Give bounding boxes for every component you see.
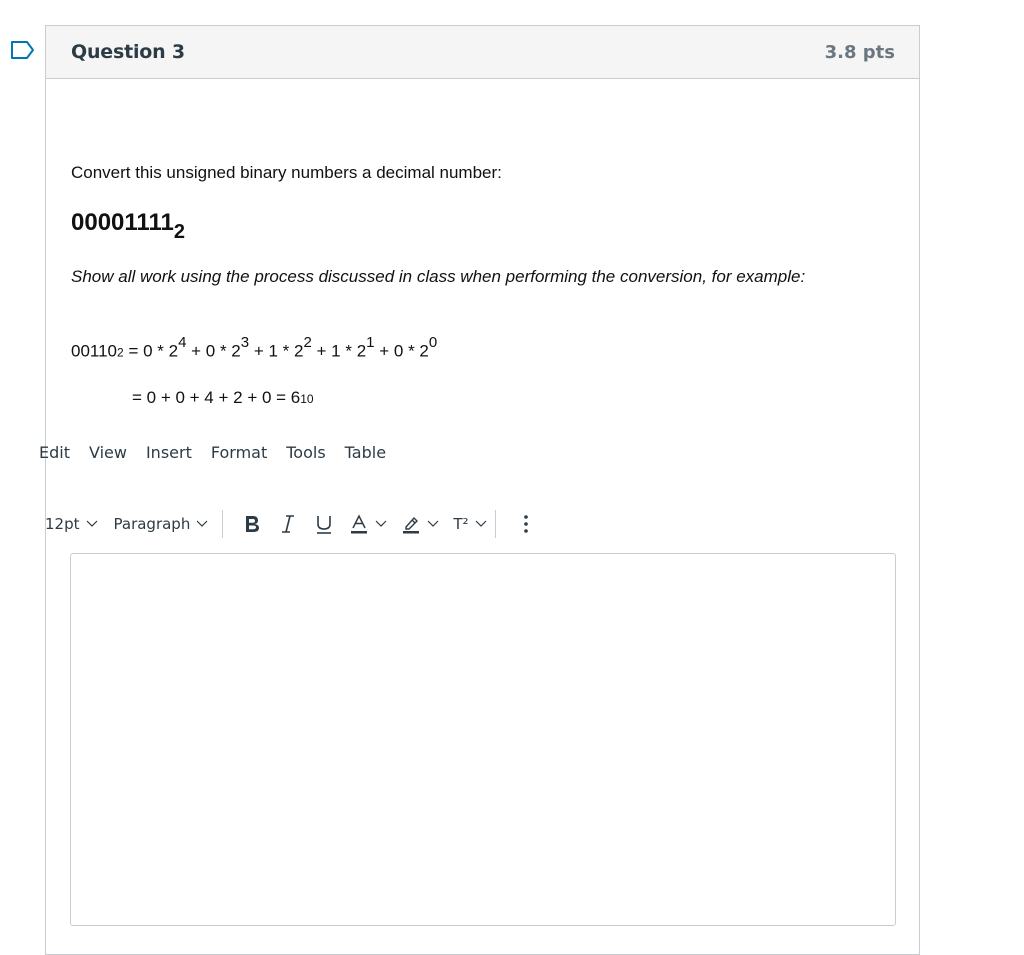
example-exponent: 4 xyxy=(178,334,187,351)
toolbar-divider xyxy=(222,510,223,538)
chevron-down-icon xyxy=(427,520,439,528)
menu-edit[interactable]: Edit xyxy=(39,443,70,462)
example-term: + 1 * 2 xyxy=(311,341,367,361)
example-number: 00110 xyxy=(71,341,118,361)
example-term: = 0 * 2 xyxy=(128,341,179,361)
example-exponent: 1 xyxy=(366,334,375,351)
menu-table[interactable]: Table xyxy=(344,443,387,462)
bold-button[interactable] xyxy=(237,507,267,541)
block-format-dropdown[interactable] xyxy=(114,507,209,541)
italic-icon xyxy=(279,513,297,535)
binary-number xyxy=(71,209,185,243)
example-exponent: 0 xyxy=(428,334,438,351)
chevron-down-icon xyxy=(475,520,487,528)
example-line-2 xyxy=(132,388,314,408)
example-sum: = 0 + 0 + 4 + 2 + 0 = 6 xyxy=(132,388,301,407)
chevron-down-icon xyxy=(375,520,387,528)
editor-toolbar xyxy=(42,506,538,542)
binary-base: 2 xyxy=(173,221,185,243)
example-number-base: 2 xyxy=(117,345,124,360)
more-options-button[interactable] xyxy=(514,507,538,541)
answer-editor-area[interactable] xyxy=(70,553,896,926)
highlight-color-button[interactable] xyxy=(401,507,439,541)
example-exponent: 2 xyxy=(303,334,312,351)
instruction-text: Show all work using the process discussed in class when performing the conversion, for example: xyxy=(71,267,806,286)
bookmark-flag-icon[interactable] xyxy=(10,40,36,60)
underline-icon xyxy=(314,513,334,535)
example-term: + 1 * 2 xyxy=(249,341,304,361)
block-format-value: Paragraph xyxy=(113,515,191,533)
menu-insert[interactable]: Insert xyxy=(145,443,192,462)
question-points: 3.8 pts xyxy=(824,41,895,63)
example-sum-base: 10 xyxy=(300,392,314,406)
example-term: + 0 * 2 xyxy=(186,341,241,361)
menu-tools[interactable]: Tools xyxy=(286,443,326,462)
chevron-down-icon xyxy=(196,520,208,528)
superscript-button[interactable] xyxy=(453,507,486,541)
text-color-icon xyxy=(349,513,369,535)
editor-menubar xyxy=(39,443,405,462)
example-line-1 xyxy=(71,334,438,362)
highlight-icon xyxy=(401,513,421,535)
menu-view[interactable]: View xyxy=(88,443,127,462)
question-header xyxy=(46,26,919,79)
superscript-icon: T² xyxy=(453,515,469,533)
italic-button[interactable] xyxy=(273,507,303,541)
example-exponent: 3 xyxy=(240,334,250,351)
chevron-down-icon xyxy=(86,520,98,528)
underline-button[interactable] xyxy=(309,507,339,541)
question-title: Question 3 xyxy=(71,41,185,63)
font-size-value: 12pt xyxy=(45,515,80,533)
question-prompt: Convert this unsigned binary numbers a decimal number: xyxy=(71,163,502,182)
more-vertical-icon xyxy=(523,514,529,534)
menu-format[interactable]: Format xyxy=(210,443,268,462)
text-color-button[interactable] xyxy=(349,507,387,541)
font-size-dropdown[interactable] xyxy=(45,507,98,541)
bold-icon xyxy=(242,513,262,535)
example-term: + 0 * 2 xyxy=(374,341,429,361)
toolbar-divider xyxy=(495,510,496,538)
binary-value: 00001111 xyxy=(71,209,174,236)
